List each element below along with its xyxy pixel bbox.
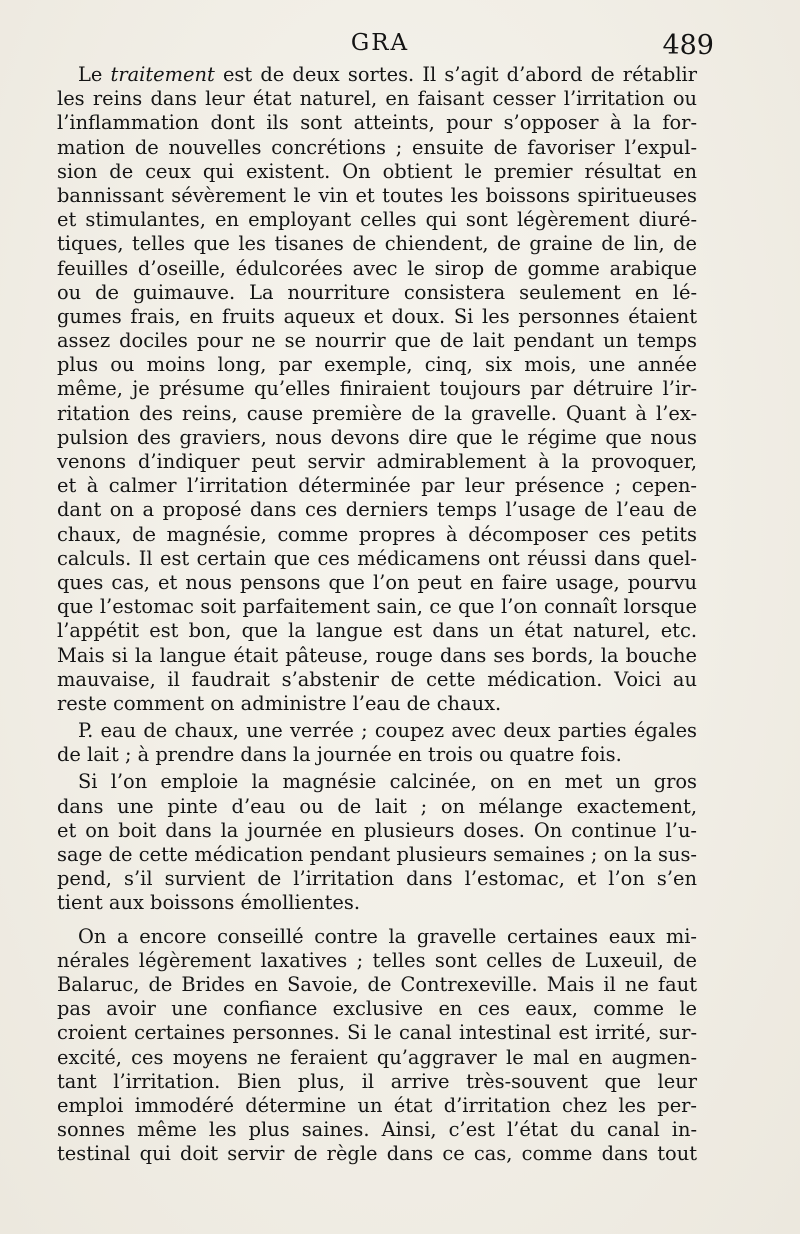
- text-line: même, je présume qu’elles finiraient toujours par détruire l’ir-: [57, 377, 697, 401]
- text-line: ques cas, et nous pensons que l’on peut en faire usage, pourvu: [57, 570, 697, 594]
- text-line: pulsion des graviers, nous devons dire que le régime que nous: [57, 425, 697, 449]
- paragraph: [57, 63, 697, 716]
- text-line: sage de cette médication pendant plusieurs semaines ; on la sus-: [57, 843, 697, 866]
- text-line: testinal qui doit servir de règle dans ce cas, comme dans tout: [57, 1142, 697, 1166]
- text-line: mauvaise, il faudrait s’abstenir de cette médication. Voici au: [57, 667, 697, 691]
- text-line: les reins dans leur état naturel, en faisant cesser l’irritation ou: [57, 87, 697, 111]
- text-line: l’inflammation dont ils sont atteints, pour s’opposer à la for-: [57, 111, 697, 135]
- running-head: GRA: [350, 30, 410, 56]
- text-line: tiques, telles que les tisanes de chiendent, de graine de lin, de: [57, 232, 697, 256]
- text-line: de lait ; à prendre dans la journée en trois ou quatre fois.: [57, 743, 622, 767]
- text-line: tant l’irritation. Bien plus, il arrive très-souvent que leur: [57, 1069, 697, 1093]
- text-line: ou de guimauve. La nourriture consistera seulement en lé-: [57, 280, 697, 304]
- text-line: Mais si la langue était pâteuse, rouge dans ses bords, la bouche: [57, 643, 697, 667]
- text-line: ritation des reins, cause première de la gravelle. Quant à l’ex-: [57, 401, 697, 425]
- text-line: reste comment on administre l’eau de chaux.: [57, 691, 502, 715]
- text-line: gumes frais, en fruits aqueux et doux. Si les personnes étaient: [57, 304, 697, 328]
- text-line: Si l’on emploie la magnésie calcinée, on en met un gros: [78, 770, 697, 794]
- text-line: bannissant sévèrement le vin et toutes les boissons spiritueuses: [57, 183, 697, 207]
- text-line: croient certaines personnes. Si le canal intestinal est irrité, sur-: [57, 1021, 697, 1045]
- text-line: dans une pinte d’eau ou de lait ; on mélange exactement,: [57, 794, 697, 818]
- paragraph: [57, 770, 697, 915]
- text-line: que l’estomac soit parfaitement sain, ce que l’on connaît lorsque: [57, 595, 697, 619]
- paragraph: [57, 925, 697, 1167]
- text-line: pend, s’il survient de l’irritation dans l’estomac, et l’on s’en: [57, 867, 697, 891]
- text-line: venons d’indiquer peut servir admirablement à la provoquer,: [57, 450, 697, 473]
- text-line: et on boit dans la journée en plusieurs doses. On continue l’u-: [57, 818, 697, 842]
- text-line: sion de ceux qui existent. On obtient le premier résultat en: [57, 159, 697, 183]
- text-line: sonnes même les plus saines. Ainsi, c’est l’état du canal in-: [57, 1118, 697, 1142]
- text-line: tient aux boissons émollientes.: [57, 891, 361, 915]
- text-line: l’appétit est bon, que la langue est dans un état naturel, etc.: [57, 619, 697, 643]
- text-line: dant on a proposé dans ces derniers temps l’usage de l’eau de: [57, 498, 697, 522]
- page-number: 489: [662, 30, 714, 61]
- page-header: [60, 30, 714, 64]
- text-line: calculs. Il est certain que ces médicamens ont réussi dans quel-: [57, 546, 697, 570]
- text-line: chaux, de magnésie, comme propres à décomposer ces petits: [57, 522, 697, 546]
- text-line: plus ou moins long, par exemple, cinq, six mois, une année: [57, 353, 697, 377]
- text-line: et à calmer l’irritation déterminée par leur présence ; cepen-: [57, 474, 697, 498]
- body-text: [57, 63, 697, 1166]
- text-line: mation de nouvelles concrétions ; ensuite de favoriser l’expul-: [57, 135, 697, 159]
- text-line: P. eau de chaux, une verrée ; coupez avec deux parties égales: [78, 719, 697, 743]
- italic-term: traitement: [110, 63, 215, 86]
- text-line: feuilles d’oseille, édulcorées avec le sirop de gomme arabique: [57, 256, 697, 280]
- text-line: Balaruc, de Brides en Savoie, de Contrexeville. Mais il ne faut: [57, 972, 697, 996]
- text-line: emploi immodéré détermine un état d’irritation chez les per-: [57, 1093, 697, 1117]
- text-line: excité, ces moyens ne feraient qu’aggraver le mal en augmen-: [57, 1045, 697, 1069]
- paragraph-gap: [57, 916, 697, 925]
- text-line: nérales légèrement laxatives ; telles sont celles de Luxeuil, de: [57, 948, 697, 972]
- text-line: et stimulantes, en employant celles qui sont légèrement diuré-: [57, 208, 697, 232]
- paragraph: [57, 719, 697, 767]
- text-line: On a encore conseillé contre la gravelle certaines eaux mi-: [78, 924, 697, 948]
- text-line: pas avoir une confiance exclusive en ces eaux, comme le: [57, 997, 697, 1021]
- text-line: assez dociles pour ne se nourrir que de lait pendant un temps: [57, 329, 697, 353]
- text-line: Le traitement est de deux sortes. Il s’agit d’abord de rétablir: [78, 63, 697, 86]
